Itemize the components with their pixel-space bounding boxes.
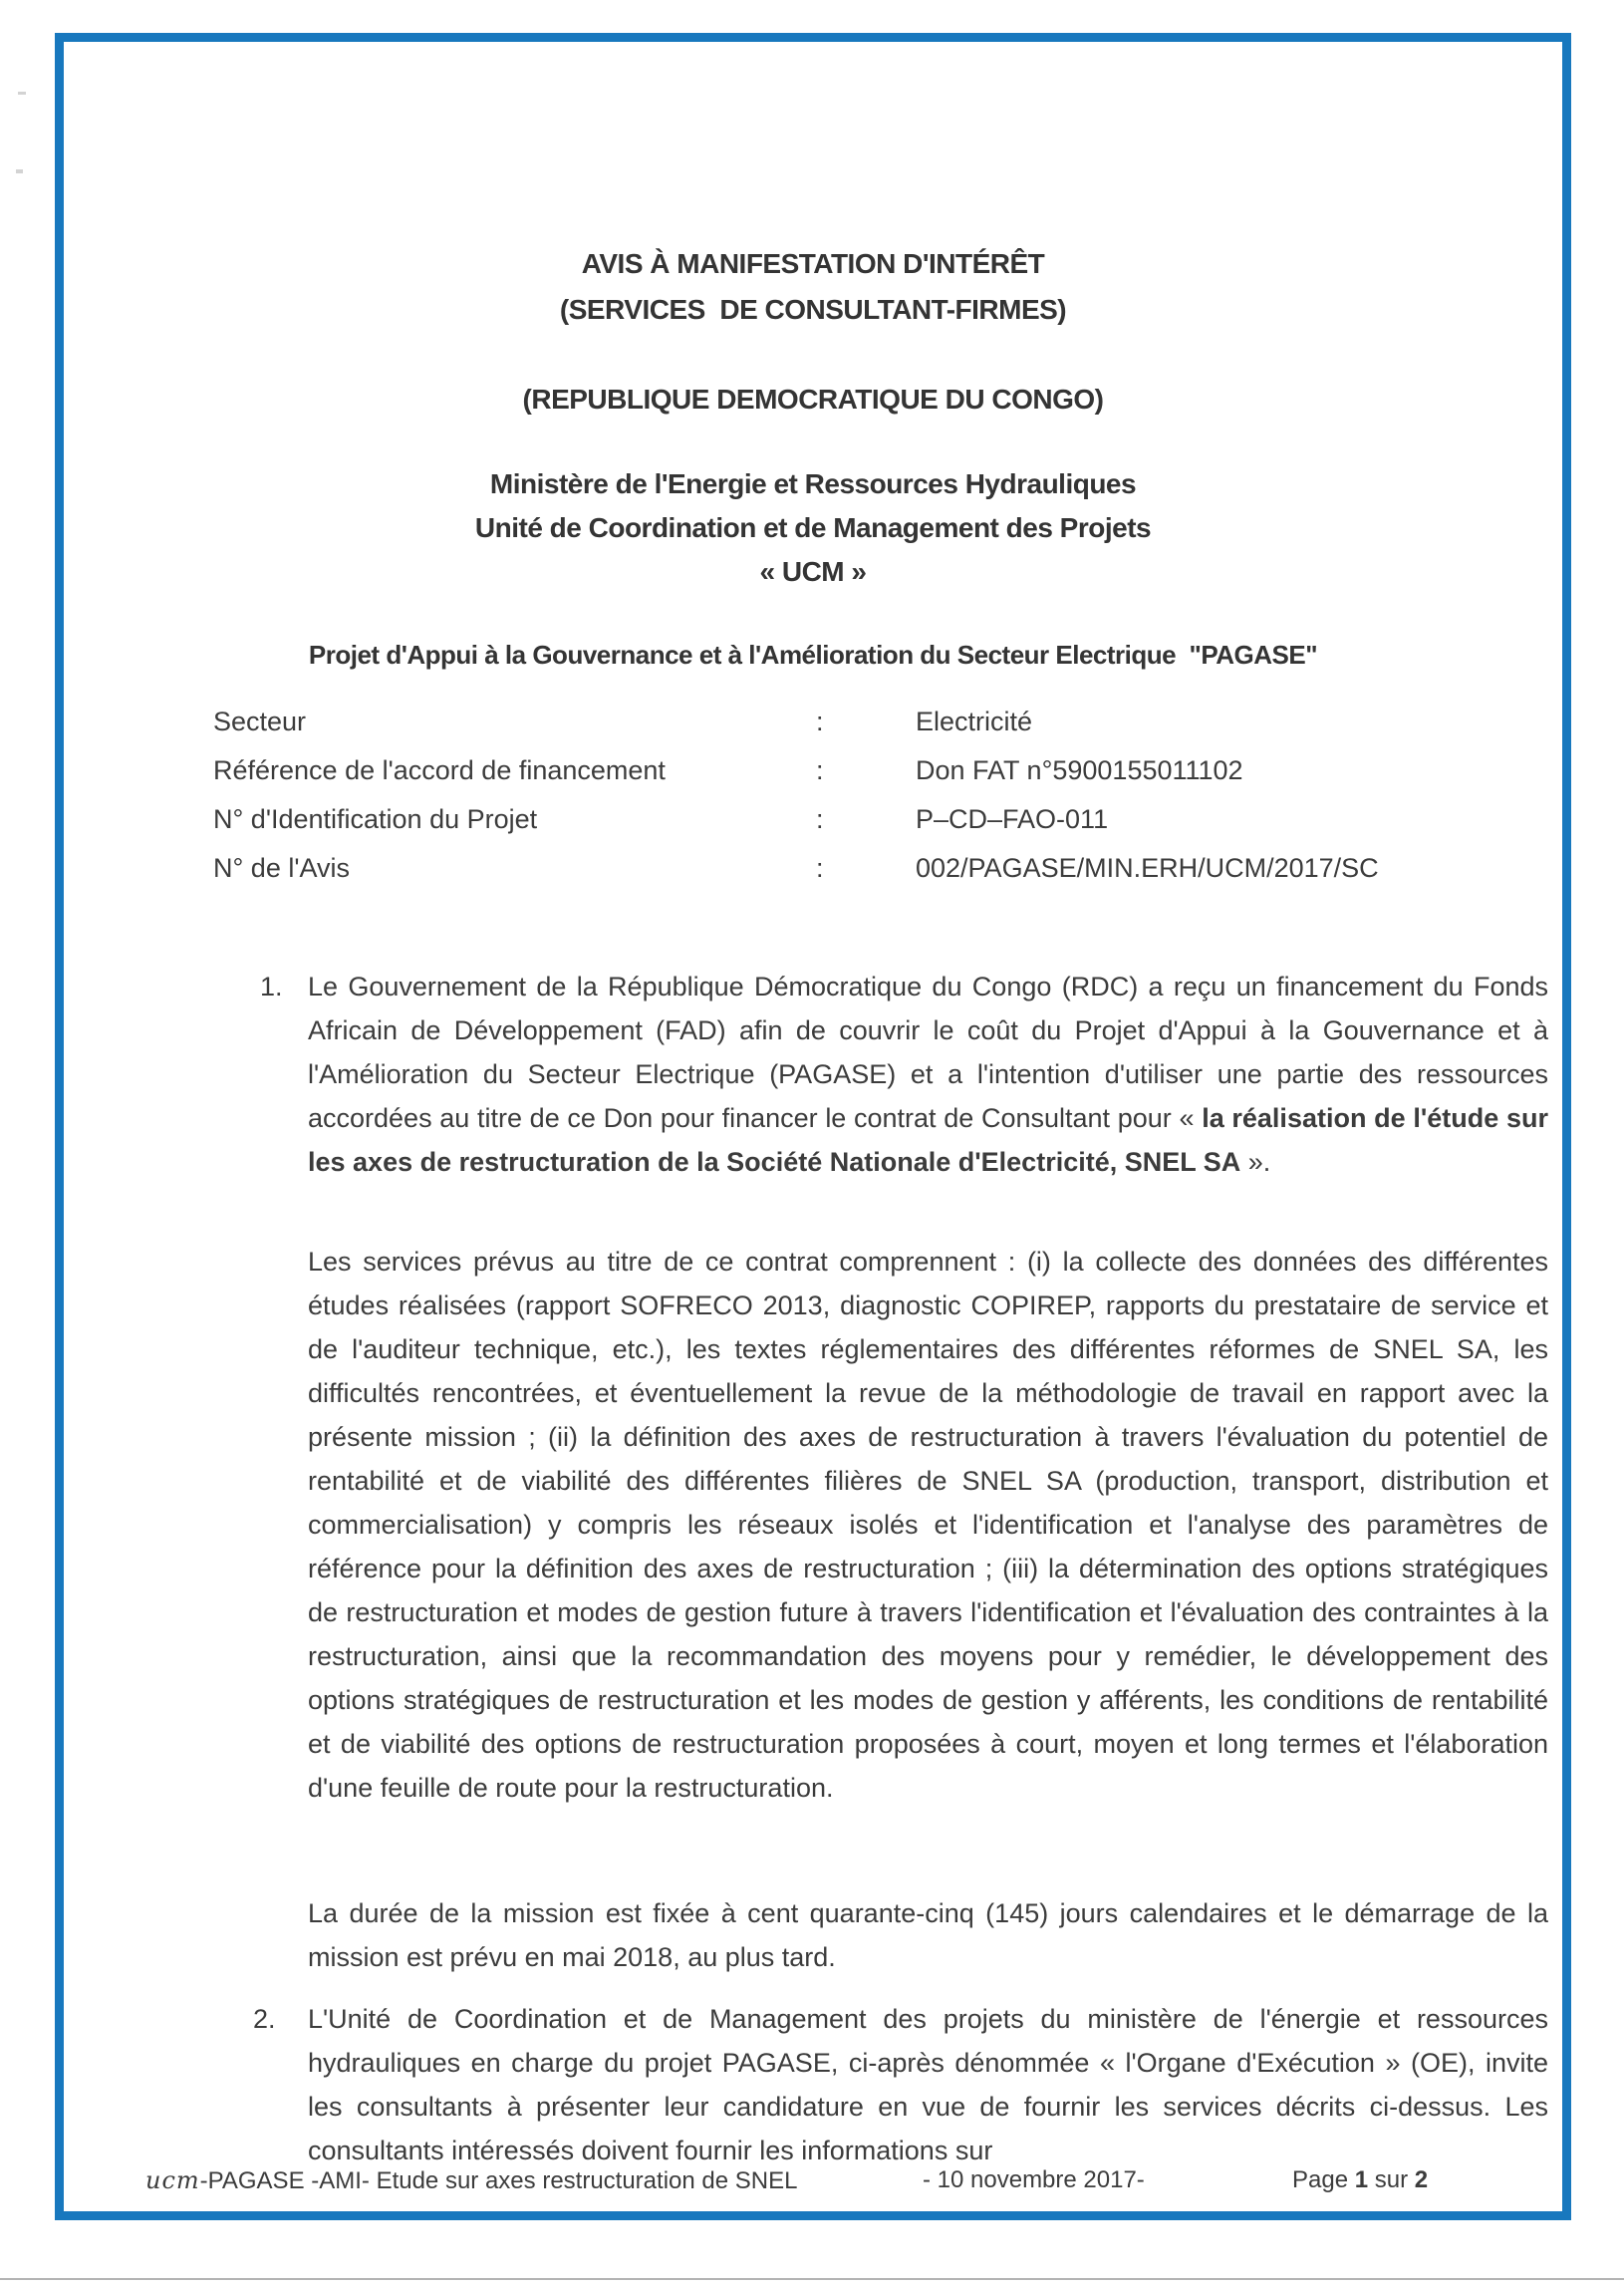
detail-label: N° de l'Avis	[213, 853, 351, 883]
table-row	[213, 698, 1548, 746]
table-row	[213, 844, 1548, 893]
issuer-block	[64, 462, 1562, 594]
footer-page-current: 1	[1354, 2166, 1369, 2193]
footer-page-prefix: Page	[1292, 2166, 1355, 2193]
document-title-line2: (SERVICES DE CONSULTANT-FIRMES)	[559, 294, 1067, 325]
detail-value: P–CD–FAO-011	[916, 804, 1109, 834]
paragraph-1-text	[308, 965, 1548, 1184]
footer-ucm-script: ucm	[145, 2166, 200, 2194]
footer-page-total: 2	[1414, 2166, 1429, 2193]
country-line: (REPUBLIQUE DEMOCRATIQUE DU CONGO)	[522, 384, 1104, 415]
page-footer	[0, 2160, 1624, 2200]
footer-document-reference	[145, 2160, 797, 2201]
duration-paragraph: La durée de la mission est fixée à cent quarante-cinq (145) jours calendaires et le démarrage de la mission est prévu en mai 2018, au plus tard.	[308, 1898, 1548, 1972]
detail-separator: :	[816, 755, 824, 785]
footer-date: - 10 novembre 2017-	[923, 2166, 1145, 2193]
detail-separator: :	[816, 707, 824, 736]
page-border-frame	[55, 33, 1571, 2220]
footer-reference-text: -PAGASE -AMI- Etude sur axes restructuration de SNEL	[199, 2167, 798, 2194]
document-title-line1: AVIS À MANIFESTATION D'INTÉRÊT	[581, 248, 1045, 279]
unit-name: Unité de Coordination et de Management des Projets	[474, 512, 1152, 543]
paper-edge-line	[0, 2278, 1624, 2280]
detail-separator: :	[816, 853, 824, 883]
ministry-name: Ministère de l'Energie et Ressources Hydrauliques	[489, 468, 1137, 499]
document-title	[64, 241, 1562, 333]
footer-page-number	[1292, 2160, 1428, 2200]
detail-label: Référence de l'accord de financement	[213, 755, 666, 785]
scan-artifact	[18, 92, 26, 95]
paragraph-1-end: ».	[1240, 1147, 1271, 1177]
reference-details-table	[213, 698, 1548, 893]
detail-label: N° d'Identification du Projet	[213, 804, 538, 834]
paragraph-2	[253, 1997, 1548, 2172]
detail-label: Secteur	[213, 707, 307, 736]
scan-artifact	[16, 169, 23, 173]
list-number: 1.	[260, 972, 283, 1001]
paragraph-1-bold-mandate: la réalisation de l'étude sur les axes de restructuration de la Société Nationale d'Electricité, SNEL SA	[308, 1103, 1548, 1177]
detail-value: Don FAT n°5900155011102	[916, 755, 1243, 785]
detail-value: Electricité	[916, 707, 1033, 736]
table-row	[213, 795, 1548, 844]
project-title: Projet d'Appui à la Gouvernance et à l'Amélioration du Secteur Electrique "PAGASE"	[308, 640, 1318, 670]
services-paragraph: Les services prévus au titre de ce contrat comprennent : (i) la collecte des données des différentes études réalisées (rapport SOFRECO 2013, diagnostic COPIREP, rapports du prestataire de service et de l'auditeur technique, etc.), les textes réglementaires des différentes réformes de SNEL SA, les difficultés rencontrées, et éventuellement la revue de la méthodologie de travail en rapport avec la présente mission ; (ii) la définition des axes de restructuration à travers l'évaluation du potentiel de rentabilité et de viabilité des différentes filières de SNEL SA (production, transport, distribution et commercialisation) y compris les réseaux isolés et l'identification et l'analyse des paramètres de référence pour la définition des axes de restructuration ; (iii) la détermination des options stratégiques de restructuration et modes de gestion future à travers l'identification et l'évaluation des contraintes à la restructuration, ainsi que la recommandation des moyens pour y remédier, le développement des options stratégiques de restructuration et les modes de gestion y afférents, les conditions de rentabilité et de viabilité des options de restructuration proposées à court, moyen et long termes et l'élaboration d'une feuille de route pour la restructuration.	[308, 1247, 1548, 1803]
paragraph-1	[260, 965, 1548, 1184]
paragraph-1-intro: Le Gouvernement de la République Démocratique du Congo (RDC) a reçu un financement du Fonds Africain de Développement (FAD) afin de couvrir le coût du Projet d'Appui à la Gouvernance et à l'Amélioration du Secteur Electrique (PAGASE) et a l'intention d'utiliser une partie des ressources accordées au titre de ce Don pour financer le contrat de Consultant pour «	[308, 972, 1548, 1133]
table-row	[213, 746, 1548, 795]
unit-abbreviation: « UCM »	[759, 556, 867, 587]
footer-page-separator: sur	[1368, 2166, 1415, 2193]
detail-value: 002/PAGASE/MIN.ERH/UCM/2017/SC	[916, 853, 1379, 883]
paragraph-2-text: L'Unité de Coordination et de Management des projets du ministère de l'énergie et ressources hydrauliques en charge du projet PAGASE, ci-après dénommée « l'Organe d'Exécution » (OE), invite les consultants à présenter leur candidature en vue de fournir les services décrits ci-dessus. Les consultants intéressés doivent fournir les informations sur	[308, 2004, 1548, 2165]
detail-separator: :	[816, 804, 824, 834]
list-number: 2.	[253, 2004, 276, 2034]
